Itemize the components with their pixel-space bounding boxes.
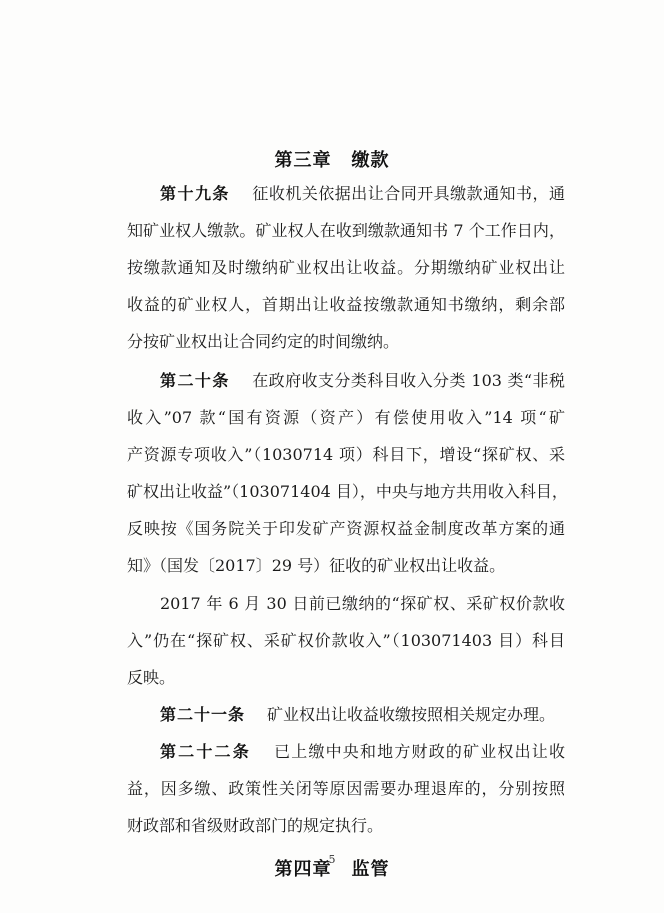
paragraph-2017-line-1: 2017 年 6 月 30 日前已缴纳的“探矿权、采矿权价款收 — [160, 594, 565, 613]
article-20-line-6: 知》（国发〔2017〕29 号）征收的矿业权出让收益。 — [127, 556, 506, 575]
page-number: 5 — [328, 853, 336, 866]
chapter-4-subtitle: 监管 — [351, 859, 390, 880]
article-21-text: 矿业权出让收益收缴按照相关规定办理。 — [267, 705, 556, 724]
article-20-label: 第二十条 — [160, 371, 230, 390]
article-20-line-5: 反映按《国务院关于印发矿产资源权益金制度改革方案的通 — [127, 519, 565, 538]
article-19-line-2: 知矿业权人缴款。矿业权人在收到缴款通知书 7 个工作日内， — [127, 221, 565, 240]
article-19-label: 第十九条 — [160, 184, 230, 203]
article-19-line-5: 分按矿业权出让合同约定的时间缴纳。 — [127, 332, 400, 351]
article-20-line-1 — [160, 364, 565, 398]
article-20-line-2: 收入”07 款“国有资源（资产）有偿使用收入”14 项“矿 — [127, 408, 565, 427]
article-20-line-3: 产资源专项收入”（1030714 项）科目下，增设“探矿权、采 — [127, 445, 565, 464]
article-20-text-1: 在政府收支分类科目收入分类 103 类“非税 — [251, 371, 565, 390]
article-19-line-1 — [160, 177, 565, 211]
article-22-line-2: 益，因多缴、政策性关闭等原因需要办理退库的，分别按照 — [127, 779, 565, 798]
paragraph-2017-line-3: 反映。 — [127, 668, 176, 687]
article-19-line-4: 收益的矿业权人，首期出让收益按缴款通知书缴纳，剩余部 — [127, 295, 565, 314]
article-19-text-1: 征收机关依据出让合同开具缴款通知书，通 — [251, 184, 565, 203]
article-22-line-1 — [160, 735, 565, 769]
article-22-text-1: 已上缴中央和地方财政的矿业权出让收 — [272, 742, 565, 761]
chapter-3-heading — [0, 146, 664, 172]
chapter-3-title: 第三章 — [274, 150, 332, 171]
article-20-line-4: 矿权出让收益”（103071404 目），中央与地方共用收入科目， — [127, 482, 568, 501]
article-21-line-1 — [160, 698, 565, 732]
chapter-4-title: 第四章 — [274, 859, 332, 880]
article-22-label: 第二十二条 — [160, 742, 251, 761]
paragraph-2017-line-2: 入”仍在“探矿权、采矿权价款收入”（103071403 目）科目 — [127, 631, 565, 650]
article-21-label: 第二十一条 — [160, 705, 246, 724]
article-22-line-3: 财政部和省级财政部门的规定执行。 — [127, 816, 384, 835]
article-19-line-3: 按缴款通知及时缴纳矿业权出让收益。分期缴纳矿业权出让 — [127, 258, 565, 277]
chapter-3-subtitle: 缴款 — [351, 150, 390, 171]
